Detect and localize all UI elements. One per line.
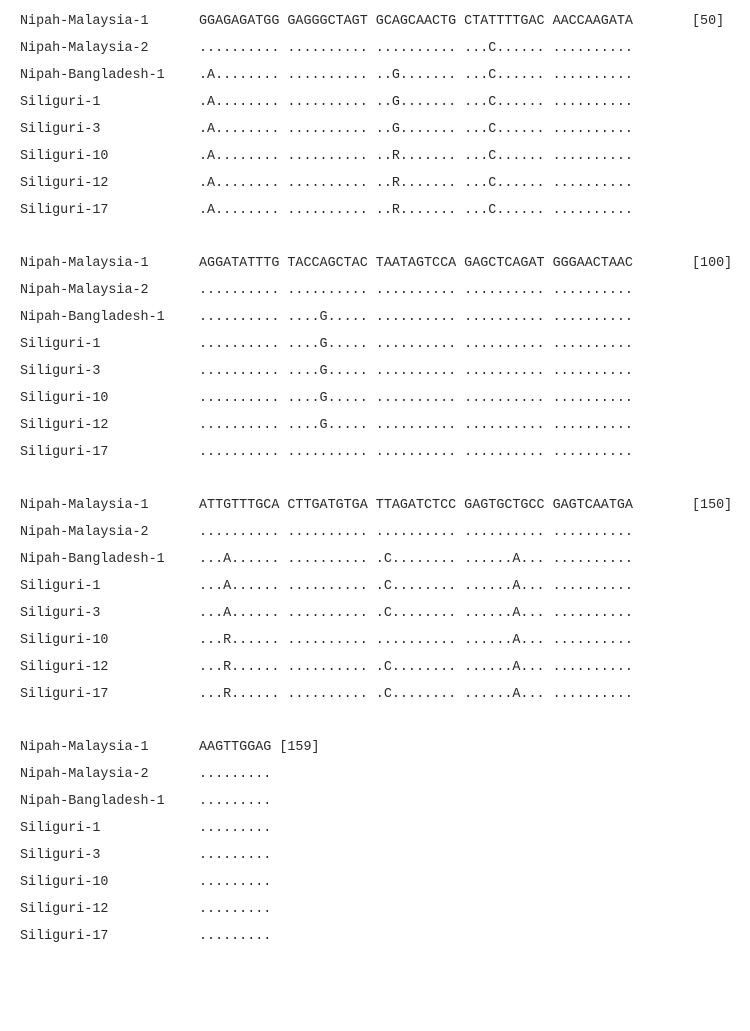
sequence-text: ......... [199, 794, 272, 809]
sequence-name: Siliguri-1 [20, 579, 101, 594]
alignment-row [20, 35, 740, 62]
sequence-text: AAGTTGGAG [159] [199, 740, 320, 755]
sequence-name: Siliguri-3 [20, 606, 101, 621]
sequence-text: .......... ....G..... .......... .......... .......... [199, 337, 633, 352]
sequence-text: GGAGAGATGG GAGGGCTAGT GCAGCAACTG CTATTTTGAC AACCAAGATA [199, 14, 633, 29]
sequence-text: .A........ .......... ..R....... ...C...... .......... [199, 149, 633, 164]
sequence-text: .......... .......... .......... .......... .......... [199, 445, 633, 460]
sequence-text: ......... [199, 929, 272, 944]
sequence-text: ...R...... .......... .C........ ......A... .......... [199, 687, 633, 702]
sequence-text: ......... [199, 902, 272, 917]
alignment-row [20, 761, 740, 788]
sequence-text: ......... [199, 767, 272, 782]
sequence-name: Siliguri-10 [20, 875, 109, 890]
sequence-name: Nipah-Malaysia-2 [20, 41, 149, 56]
sequence-name: Siliguri-3 [20, 122, 101, 137]
alignment-row [20, 681, 740, 708]
alignment-row [20, 842, 740, 869]
sequence-name: Nipah-Malaysia-2 [20, 283, 149, 298]
alignment-row [20, 250, 740, 277]
sequence-name: Nipah-Bangladesh-1 [20, 552, 165, 567]
sequence-text: .......... ....G..... .......... .......... .......... [199, 364, 633, 379]
sequence-text: ...A...... .......... .C........ ......A... .......... [199, 552, 633, 567]
sequence-text: ...R...... .......... .C........ ......A... .......... [199, 660, 633, 675]
sequence-name: Siliguri-10 [20, 391, 109, 406]
sequence-text: .A........ .......... ..R....... ...C...... .......... [199, 203, 633, 218]
sequence-text: ......... [199, 848, 272, 863]
alignment-row [20, 170, 740, 197]
sequence-name: Siliguri-1 [20, 821, 101, 836]
sequence-text: ...R...... .......... .......... ......A... .......... [199, 633, 633, 648]
sequence-text: .......... ....G..... .......... .......... .......... [199, 310, 633, 325]
sequence-text: ......... [199, 821, 272, 836]
sequence-name: Nipah-Malaysia-2 [20, 525, 149, 540]
position-marker: [100] [692, 256, 733, 271]
alignment-row [20, 923, 740, 950]
alignment-row [20, 277, 740, 304]
alignment-row [20, 546, 740, 573]
alignment-row [20, 654, 740, 681]
sequence-name: Siliguri-12 [20, 660, 109, 675]
sequence-name: Siliguri-3 [20, 364, 101, 379]
sequence-name: Siliguri-10 [20, 633, 109, 648]
alignment-row [20, 62, 740, 89]
alignment-row [20, 89, 740, 116]
sequence-name: Nipah-Malaysia-1 [20, 256, 149, 271]
alignment-row [20, 304, 740, 331]
sequence-text: .A........ .......... ..G....... ...C...... .......... [199, 122, 633, 137]
sequence-text: .A........ .......... ..G....... ...C...... .......... [199, 68, 633, 83]
sequence-name: Siliguri-17 [20, 929, 109, 944]
sequence-name: Siliguri-1 [20, 337, 101, 352]
sequence-text: .......... ....G..... .......... .......... .......... [199, 418, 633, 433]
alignment-block-2 [20, 250, 740, 466]
alignment-row [20, 788, 740, 815]
alignment-row [20, 439, 740, 466]
alignment-row [20, 331, 740, 358]
sequence-name: Nipah-Bangladesh-1 [20, 68, 165, 83]
sequence-name: Nipah-Bangladesh-1 [20, 310, 165, 325]
sequence-text: .......... .......... .......... ...C...... .......... [199, 41, 633, 56]
alignment-row [20, 734, 740, 761]
alignment-row [20, 869, 740, 896]
sequence-text: ...A...... .......... .C........ ......A... .......... [199, 606, 633, 621]
sequence-text: .......... .......... .......... .......... .......... [199, 283, 633, 298]
sequence-text: .A........ .......... ..G....... ...C...... .......... [199, 95, 633, 110]
sequence-name: Siliguri-12 [20, 176, 109, 191]
alignment-block-1 [20, 8, 740, 224]
sequence-name: Siliguri-17 [20, 687, 109, 702]
alignment-row [20, 627, 740, 654]
alignment-row [20, 492, 740, 519]
sequence-name: Nipah-Bangladesh-1 [20, 794, 165, 809]
sequence-text: .A........ .......... ..R....... ...C...... .......... [199, 176, 633, 191]
sequence-text: AGGATATTTG TACCAGCTAC TAATAGTCCA GAGCTCAGAT GGGAACTAAC [199, 256, 633, 271]
sequence-text: .......... ....G..... .......... .......... .......... [199, 391, 633, 406]
sequence-name: Siliguri-10 [20, 149, 109, 164]
alignment-row [20, 815, 740, 842]
sequence-name: Siliguri-12 [20, 902, 109, 917]
alignment-block-4 [20, 734, 740, 950]
alignment-row [20, 600, 740, 627]
alignment-row [20, 896, 740, 923]
alignment-row [20, 573, 740, 600]
sequence-name: Nipah-Malaysia-1 [20, 14, 149, 29]
alignment-row [20, 358, 740, 385]
sequence-text: ...A...... .......... .C........ ......A... .......... [199, 579, 633, 594]
alignment-block-3 [20, 492, 740, 708]
sequence-text: ......... [199, 875, 272, 890]
sequence-name: Nipah-Malaysia-1 [20, 498, 149, 513]
sequence-alignment [20, 8, 740, 976]
sequence-name: Siliguri-12 [20, 418, 109, 433]
alignment-row [20, 197, 740, 224]
position-marker: [150] [692, 498, 733, 513]
sequence-name: Nipah-Malaysia-2 [20, 767, 149, 782]
alignment-row [20, 116, 740, 143]
position-marker: [50] [692, 14, 725, 29]
alignment-row [20, 519, 740, 546]
alignment-row [20, 412, 740, 439]
sequence-name: Nipah-Malaysia-1 [20, 740, 149, 755]
alignment-row [20, 8, 740, 35]
alignment-row [20, 385, 740, 412]
sequence-name: Siliguri-3 [20, 848, 101, 863]
sequence-name: Siliguri-1 [20, 95, 101, 110]
sequence-text: ATTGTTTGCA CTTGATGTGA TTAGATCTCC GAGTGCTGCC GAGTCAATGA [199, 498, 633, 513]
sequence-text: .......... .......... .......... .......... .......... [199, 525, 633, 540]
sequence-name: Siliguri-17 [20, 203, 109, 218]
alignment-row [20, 143, 740, 170]
sequence-name: Siliguri-17 [20, 445, 109, 460]
